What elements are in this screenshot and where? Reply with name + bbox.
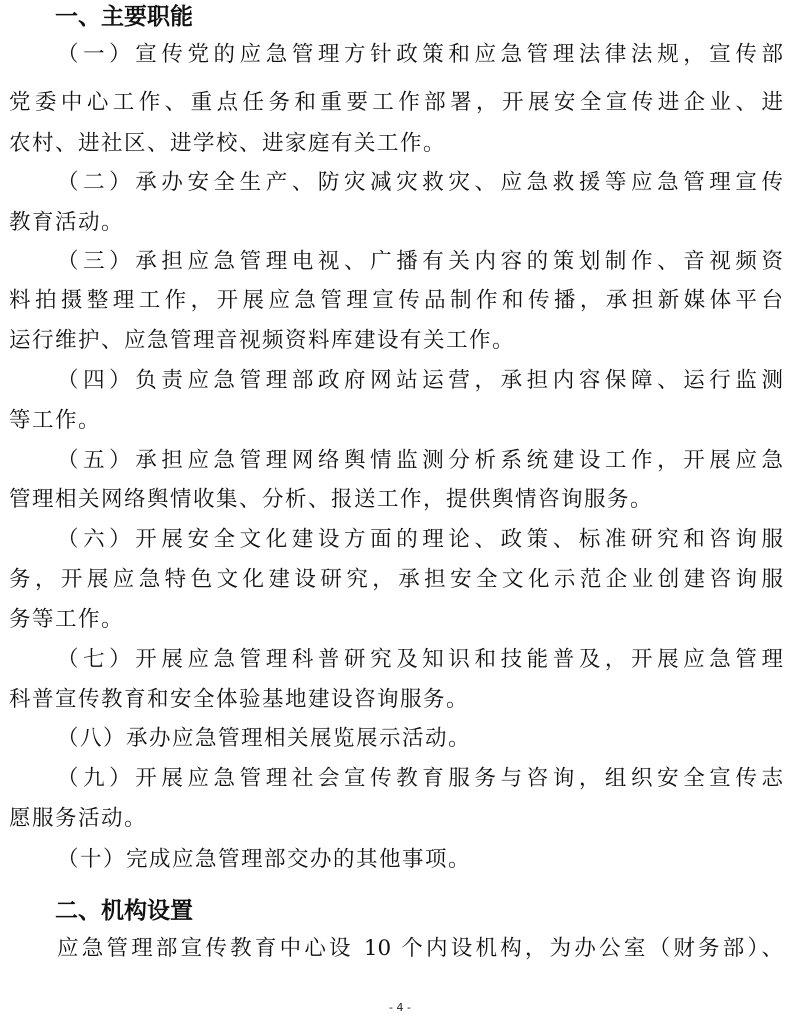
paragraph-line: （六）开展安全文化建设方面的理论、政策、标准研究和咨询服 bbox=[57, 527, 783, 552]
paragraph-line: 料拍摄整理工作，开展应急管理宣传品制作和传播，承担新媒体平台 bbox=[9, 288, 783, 313]
paragraph-line: 运行维护、应急管理音视频资料库建设有关工作。 bbox=[9, 328, 516, 353]
paragraph-line: 愿服务活动。 bbox=[9, 806, 148, 831]
paragraph-line: （三）承担应急管理电视、广播有关内容的策划制作、音视频资 bbox=[57, 249, 783, 274]
paragraph-line: 管理相关网络舆情收集、分析、报送工作，提供舆情咨询服务。 bbox=[9, 487, 654, 512]
paragraph-line: （九）开展应急管理社会宣传教育服务与咨询，组织安全宣传志 bbox=[57, 766, 783, 791]
paragraph-line: 等工作。 bbox=[9, 408, 102, 433]
paragraph-line: （五）承担应急管理网络舆情监测分析系统建设工作，开展应急 bbox=[57, 448, 783, 473]
paragraph-line: （十）完成应急管理部交办的其他事项。 bbox=[57, 847, 472, 872]
paragraph-line: （七）开展应急管理科普研究及知识和技能普及，开展应急管理 bbox=[57, 647, 783, 672]
section-heading-org-setup: 二、机构设置 bbox=[55, 898, 193, 924]
page-number: - 4 - bbox=[389, 1001, 411, 1014]
paragraph-line: 党委中心工作、重点任务和重要工作部署，开展安全宣传进企业、进 bbox=[9, 90, 783, 115]
paragraph-line: 科普宣传教育和安全体验基地建设咨询服务。 bbox=[9, 687, 470, 712]
paragraph-line: 应急管理部宣传教育中心设 10 个内设机构，为办公室（财务部）、 bbox=[57, 936, 783, 961]
paragraph-line: 教育活动。 bbox=[9, 210, 125, 235]
paragraph-line: （八）承办应急管理相关展览展示活动。 bbox=[57, 726, 472, 751]
paragraph-line: （四）负责应急管理部政府网站运营，承担内容保障、运行监测 bbox=[57, 368, 783, 393]
paragraph-line: 务等工作。 bbox=[9, 607, 125, 632]
section-heading-main-functions: 一、主要职能 bbox=[55, 4, 193, 30]
paragraph-line: 务，开展应急特色文化建设研究，承担安全文化示范企业创建咨询服 bbox=[9, 567, 783, 592]
paragraph-line: 农村、进社区、进学校、进家庭有关工作。 bbox=[9, 131, 447, 156]
paragraph-line: （二）承办安全生产、防灾减灾救灾、应急救援等应急管理宣传 bbox=[57, 170, 783, 195]
paragraph-line: （一）宣传党的应急管理方针政策和应急管理法律法规，宣传部 bbox=[57, 42, 783, 67]
